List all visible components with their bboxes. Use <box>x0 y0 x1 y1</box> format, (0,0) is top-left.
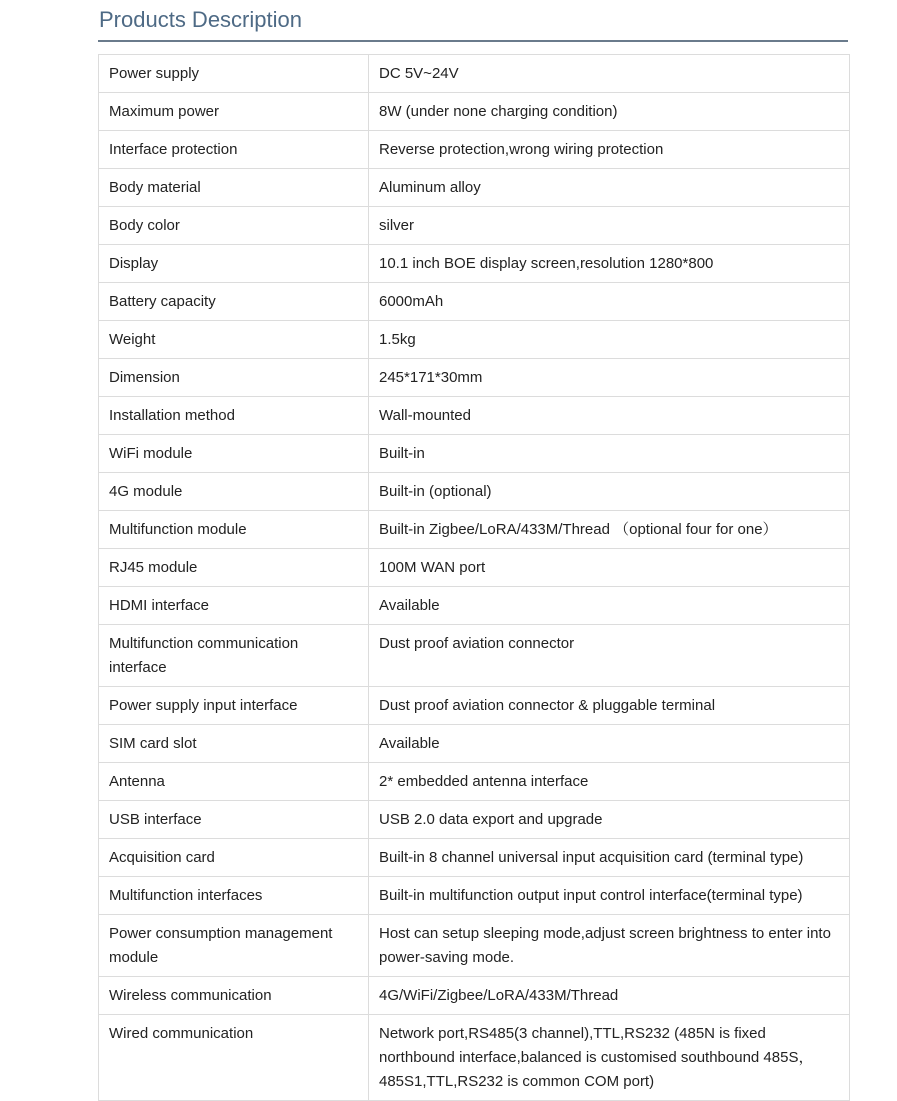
spec-label: Antenna <box>99 763 369 801</box>
spec-value: Built-in 8 channel universal input acquisition card (terminal type) <box>369 839 850 877</box>
table-row <box>99 169 850 207</box>
spec-label: Power supply input interface <box>99 687 369 725</box>
spec-label: Installation method <box>99 397 369 435</box>
table-row <box>99 397 850 435</box>
spec-value: Built-in Zigbee/LoRA/433M/Thread （optional four for one） <box>369 511 850 549</box>
spec-table <box>98 54 850 1101</box>
table-row <box>99 435 850 473</box>
spec-value: Built-in multifunction output input control interface(terminal type) <box>369 877 850 915</box>
spec-label: Battery capacity <box>99 283 369 321</box>
table-row <box>99 1015 850 1101</box>
table-row <box>99 55 850 93</box>
spec-label: Wired communication <box>99 1015 369 1101</box>
table-row <box>99 915 850 977</box>
spec-value: Available <box>369 587 850 625</box>
spec-label: RJ45 module <box>99 549 369 587</box>
table-row <box>99 245 850 283</box>
spec-value: USB 2.0 data export and upgrade <box>369 801 850 839</box>
spec-label: Maximum power <box>99 93 369 131</box>
table-row <box>99 763 850 801</box>
spec-value: Reverse protection,wrong wiring protection <box>369 131 850 169</box>
spec-label: Acquisition card <box>99 839 369 877</box>
spec-value: Built-in (optional) <box>369 473 850 511</box>
table-row <box>99 977 850 1015</box>
spec-value: 1.5kg <box>369 321 850 359</box>
spec-value: Built-in <box>369 435 850 473</box>
products-description-section <box>98 0 848 1101</box>
table-row <box>99 473 850 511</box>
spec-label: Multifunction module <box>99 511 369 549</box>
spec-label: Power supply <box>99 55 369 93</box>
table-row <box>99 625 850 687</box>
spec-label: Multifunction interfaces <box>99 877 369 915</box>
section-title: Products Description <box>98 0 848 42</box>
spec-label: Body color <box>99 207 369 245</box>
spec-value: 100M WAN port <box>369 549 850 587</box>
spec-label: USB interface <box>99 801 369 839</box>
spec-value: Dust proof aviation connector <box>369 625 850 687</box>
table-row <box>99 321 850 359</box>
spec-value: Aluminum alloy <box>369 169 850 207</box>
table-row <box>99 587 850 625</box>
spec-label: Body material <box>99 169 369 207</box>
table-row <box>99 725 850 763</box>
spec-value: 8W (under none charging condition) <box>369 93 850 131</box>
table-row <box>99 877 850 915</box>
table-row <box>99 511 850 549</box>
table-row <box>99 801 850 839</box>
spec-label: SIM card slot <box>99 725 369 763</box>
spec-value: Network port,RS485(3 channel),TTL,RS232 (485N is fixed northbound interface,balanced is customised southbound 485S，485S1,TTL,RS232 is common COM port) <box>369 1015 850 1101</box>
spec-value: 6000mAh <box>369 283 850 321</box>
table-row <box>99 839 850 877</box>
spec-label: HDMI interface <box>99 587 369 625</box>
spec-value: 4G/WiFi/Zigbee/LoRA/433M/Thread <box>369 977 850 1015</box>
spec-label: Weight <box>99 321 369 359</box>
table-row <box>99 549 850 587</box>
table-row <box>99 207 850 245</box>
spec-value: 10.1 inch BOE display screen,resolution 1280*800 <box>369 245 850 283</box>
spec-label: Power consumption management module <box>99 915 369 977</box>
spec-label: Interface protection <box>99 131 369 169</box>
spec-value: Wall-mounted <box>369 397 850 435</box>
spec-value: DC 5V~24V <box>369 55 850 93</box>
spec-value: Host can setup sleeping mode,adjust screen brightness to enter into power-saving mode. <box>369 915 850 977</box>
spec-label: WiFi module <box>99 435 369 473</box>
spec-value: Available <box>369 725 850 763</box>
table-row <box>99 283 850 321</box>
spec-label: Dimension <box>99 359 369 397</box>
spec-label: 4G module <box>99 473 369 511</box>
spec-value: silver <box>369 207 850 245</box>
spec-label: Wireless communication <box>99 977 369 1015</box>
table-row <box>99 93 850 131</box>
table-row <box>99 687 850 725</box>
spec-table-body <box>99 55 850 1101</box>
spec-label: Display <box>99 245 369 283</box>
spec-value: Dust proof aviation connector & pluggable terminal <box>369 687 850 725</box>
spec-value: 245*171*30mm <box>369 359 850 397</box>
table-row <box>99 359 850 397</box>
spec-label: Multifunction communication interface <box>99 625 369 687</box>
spec-value: 2* embedded antenna interface <box>369 763 850 801</box>
table-row <box>99 131 850 169</box>
